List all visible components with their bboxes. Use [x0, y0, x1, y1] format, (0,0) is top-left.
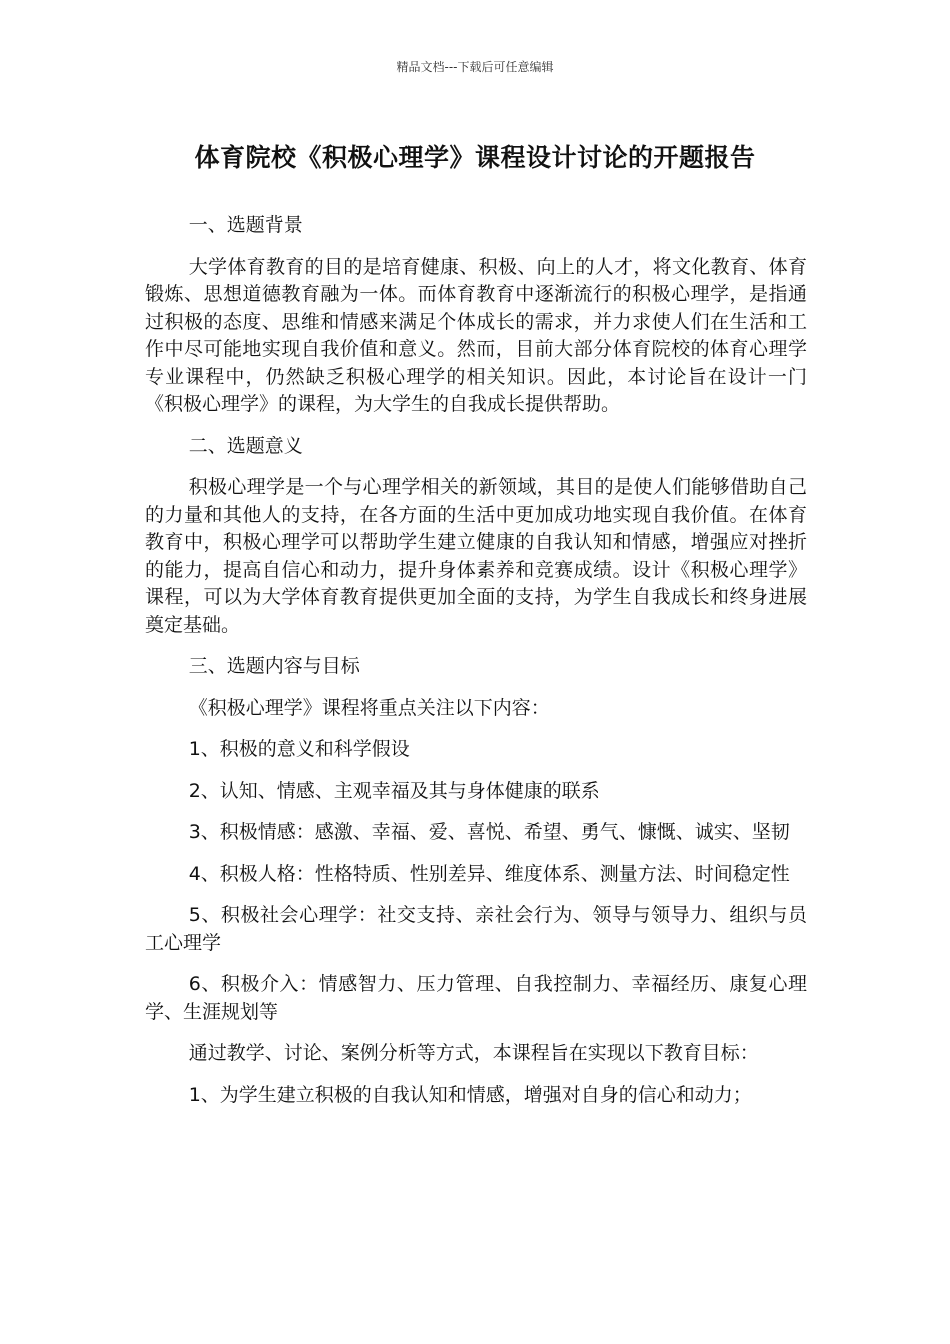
section-heading-content-goals: 三、选题内容与目标	[188, 655, 360, 677]
paragraph-significance: 积极心理学是一个与心理学相关的新领域，其目的是使人们能够借助自己的力量和其他人的支持，在各方面的生活中更加成功地实现自我价值。在体育教育中，积极心理学可以帮助学生建立健康的自我认知和情感，增强应对挫折的能力，提高自信心和动力，提升身体素养和竞赛成绩。设计《积极心理学》课程，可以为大学体育教育提供更加全面的支持，为学生自我成长和终身进展奠定基础。	[145, 476, 807, 636]
section-heading-significance: 二、选题意义	[188, 434, 303, 457]
document-title: 体育院校《积极心理学》课程设计讨论的开题报告	[194, 143, 756, 172]
content-item-1: 1、积极的意义和科学假设	[188, 738, 410, 760]
paragraph-background: 大学体育教育的目的是培育健康、积极、向上的人才，将文化教育、体育锻炼、思想道德教育融为一体。而体育教育中逐渐流行的积极心理学，是指通过积极的态度、思维和情感来满足个体成长的需求，并力求使人们在生活和工作中尽可能地实现自我价值和意义。然而，目前大部分体育院校的体育心理学专业课程中，仍然缺乏积极心理学的相关知识。因此，本讨论旨在设计一门《积极心理学》的课程，为大学生的自我成长提供帮助。	[145, 255, 807, 415]
paragraph-course-intro: 《积极心理学》课程将重点关注以下内容：	[188, 696, 550, 719]
paragraph-goals-intro: 通过教学、讨论、案例分析等方式，本课程旨在实现以下教育目标：	[188, 1042, 759, 1064]
header-note: 精品文档---下载后可任意编辑	[396, 60, 554, 74]
content-item-2: 2、认知、情感、主观幸福及其与身体健康的联系	[188, 779, 600, 802]
content-item-3: 3、积极情感：感激、幸福、爱、喜悦、希望、勇气、慷慨、诚实、坚韧	[188, 821, 790, 843]
goal-item-1: 1、为学生建立积极的自我认知和情感，增强对自身的信心和动力；	[188, 1083, 752, 1106]
content-item-4: 4、积极人格：性格特质、性别差异、维度体系、测量方法、时间稳定性	[188, 862, 790, 885]
content-item-6: 6、积极介入：情感智力、压力管理、自我控制力、幸福经历、康复心理学、生涯规划等	[145, 973, 807, 1023]
section-heading-background: 一、选题背景	[188, 214, 303, 236]
document-body	[145, 212, 807, 1123]
content-item-5: 5、积极社会心理学：社交支持、亲社会行为、领导与领导力、组织与员工心理学	[145, 904, 807, 954]
